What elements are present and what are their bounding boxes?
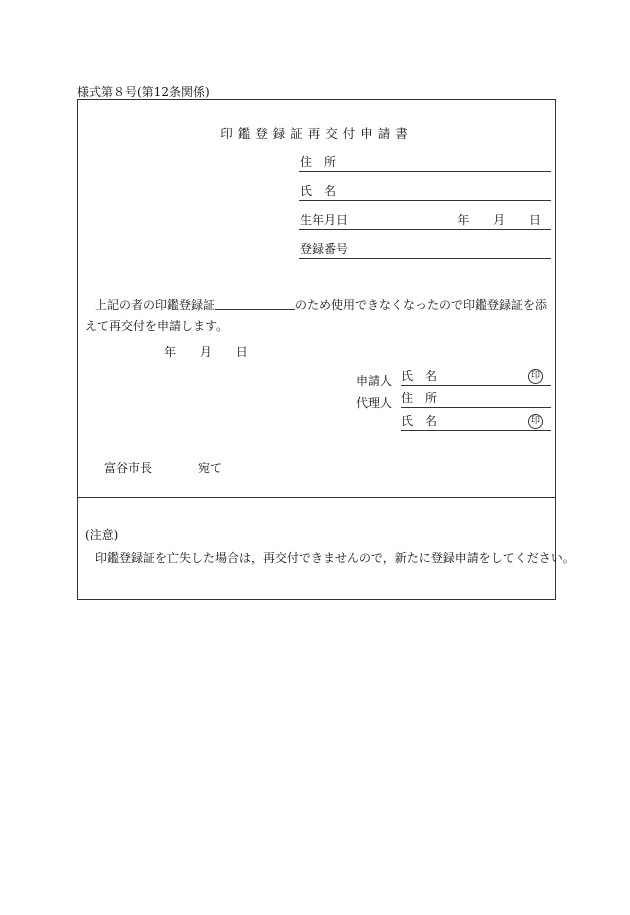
reason-blank[interactable] xyxy=(215,297,295,310)
recipient-suffix: 宛て xyxy=(198,461,223,475)
statement-part1: 上記の者の印鑑登録証 xyxy=(95,298,216,312)
date-year: 年 xyxy=(164,345,177,359)
birthdate-units xyxy=(437,211,541,228)
form-title: 印鑑登録証再交付申請書 xyxy=(220,126,413,141)
applicant-name-label: 氏 名 xyxy=(401,369,438,383)
address-label: 住 所 xyxy=(300,155,337,169)
year-unit: 年 xyxy=(457,213,470,227)
address-field[interactable] xyxy=(299,156,551,172)
form-number: 様式第８号(第12条関係) xyxy=(77,85,210,99)
recipient-line xyxy=(104,459,222,476)
statement-part2: のため使用できなくなったので印鑑登録証を添えて再交付を申請します。 xyxy=(85,298,548,333)
day-unit: 日 xyxy=(528,213,541,227)
applicant-role-label: 申請人 xyxy=(356,374,393,388)
agent-name-field[interactable] xyxy=(401,415,551,431)
recipient: 富谷市長 xyxy=(104,461,153,475)
section-divider xyxy=(78,497,555,498)
applicant-name-field[interactable] xyxy=(401,370,551,386)
name-field[interactable] xyxy=(299,185,551,201)
birthdate-field[interactable] xyxy=(299,214,551,230)
application-date xyxy=(164,343,268,360)
month-unit: 月 xyxy=(493,213,506,227)
registration-number-label: 登録番号 xyxy=(300,242,349,256)
agent-name-label: 氏 名 xyxy=(401,414,438,428)
application-form-frame xyxy=(77,99,575,600)
birthdate-label: 生年月日 xyxy=(300,213,349,227)
seal-icon: 印 xyxy=(528,369,543,384)
agent-address-label: 住 所 xyxy=(401,391,438,405)
statement-text xyxy=(85,295,555,337)
notes-heading: (注意) xyxy=(85,528,119,542)
date-day: 日 xyxy=(235,345,248,359)
agent-address-field[interactable] xyxy=(401,392,551,408)
seal-icon: 印 xyxy=(528,414,543,429)
name-label: 氏 名 xyxy=(300,184,337,198)
notes-text: 印鑑登録証を亡失した場合は，再交付できませんので，新たに登録申請をしてください。 xyxy=(95,551,575,565)
agent-role-label: 代理人 xyxy=(356,396,393,410)
date-month: 月 xyxy=(199,345,212,359)
registration-number-field[interactable] xyxy=(299,243,551,259)
